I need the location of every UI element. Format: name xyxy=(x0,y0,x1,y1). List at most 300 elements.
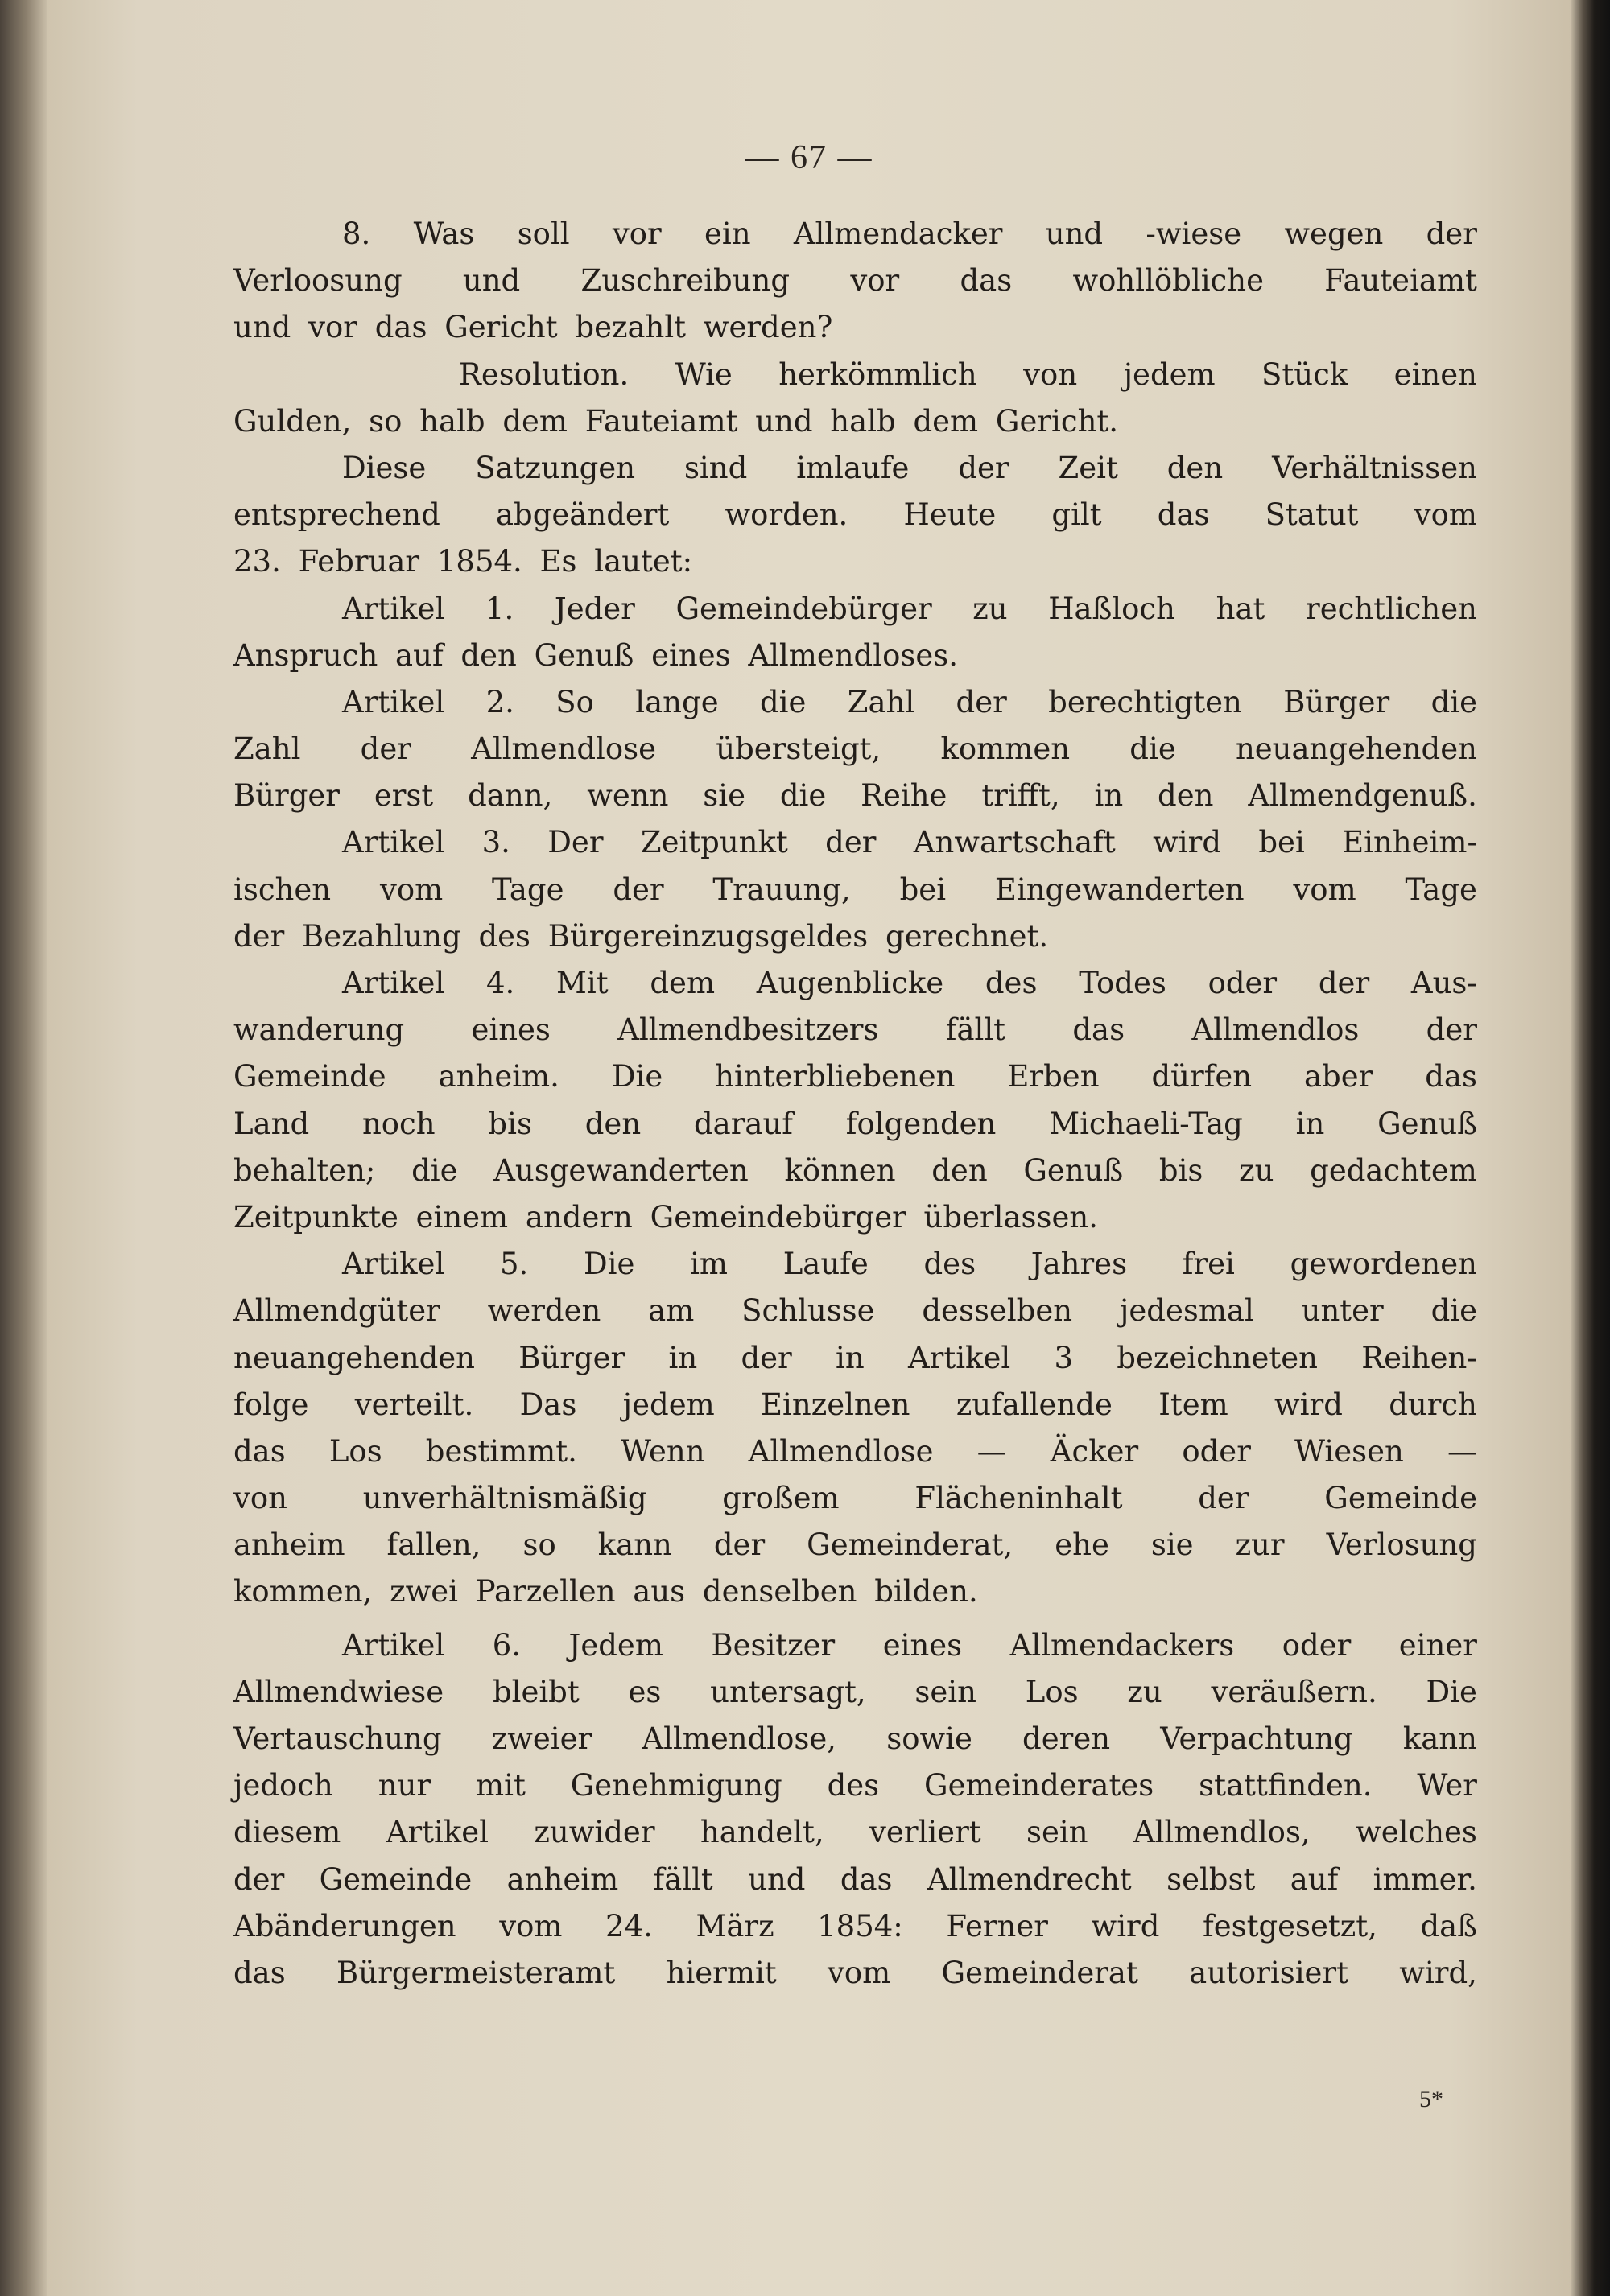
word: Stück xyxy=(1261,357,1348,392)
word: vom xyxy=(379,872,444,907)
word: behalten; xyxy=(233,1152,376,1188)
text-line xyxy=(233,586,1477,633)
word: fällt xyxy=(945,1012,1006,1048)
word: 6. xyxy=(492,1627,522,1663)
word: der xyxy=(1198,1481,1249,1516)
word: Todes xyxy=(1079,966,1166,1000)
word: Allmendlose xyxy=(471,732,657,767)
word: lange xyxy=(635,684,719,719)
word: Jeder xyxy=(554,591,635,626)
text-line xyxy=(233,1428,1477,1475)
word: einer xyxy=(1398,1627,1477,1663)
text-line xyxy=(233,679,1477,726)
word: des xyxy=(827,1768,880,1803)
word: am xyxy=(648,1293,695,1329)
word: Einheim- xyxy=(1342,825,1477,860)
text-line xyxy=(233,773,1477,819)
word: Das xyxy=(519,1387,577,1422)
word: Allmendgenuß. xyxy=(1248,778,1477,814)
text-line: Gulden, so halb dem Fauteiamt und halb dem Gericht. xyxy=(233,403,1119,439)
word: Bürger xyxy=(1283,684,1390,719)
word: das xyxy=(1072,1012,1125,1048)
word: der xyxy=(1426,1012,1477,1048)
text-line xyxy=(233,445,1477,492)
word: Einzelnen xyxy=(761,1387,910,1422)
word: Artikel xyxy=(342,825,445,860)
word: der xyxy=(958,450,1009,485)
word: entsprechend xyxy=(233,497,440,533)
word: wird xyxy=(1153,825,1222,860)
word: die xyxy=(1129,732,1176,767)
word: Wie xyxy=(675,357,733,392)
word: Ferner xyxy=(946,1908,1048,1944)
word: es xyxy=(628,1674,662,1709)
word: der xyxy=(713,1527,766,1563)
word: der xyxy=(956,684,1007,719)
text-line: der Bezahlung des Bürgereinzugsgeldes gerechnet. xyxy=(233,918,1049,954)
text-line xyxy=(233,867,1477,913)
word: Land xyxy=(233,1106,310,1141)
word: Abänderungen xyxy=(233,1908,456,1944)
word: das xyxy=(840,1861,893,1897)
word: Was xyxy=(413,216,475,251)
word: Schlusse xyxy=(741,1293,875,1329)
word: oder xyxy=(1182,1433,1251,1469)
word: wird xyxy=(1091,1908,1160,1944)
word: Wenn xyxy=(620,1433,705,1469)
text-line xyxy=(233,1857,1477,1903)
word: Bürger xyxy=(233,778,340,814)
word: Los xyxy=(1025,1674,1079,1709)
word: Zahl xyxy=(233,732,301,767)
word: bestimmt. xyxy=(425,1433,577,1469)
word: — xyxy=(1447,1433,1477,1469)
word: Verloosung xyxy=(233,263,402,299)
text-line xyxy=(233,1762,1477,1809)
word: worden. xyxy=(724,497,848,533)
word: Heute xyxy=(903,497,997,533)
word: fallen, xyxy=(386,1527,481,1563)
word: selbst xyxy=(1166,1861,1256,1897)
word: die xyxy=(411,1152,458,1188)
word: übersteigt, xyxy=(716,732,881,767)
word: von xyxy=(233,1481,288,1516)
word: Zeit xyxy=(1058,450,1118,485)
page-body-text xyxy=(233,211,1477,1997)
word: Aus- xyxy=(1410,966,1477,1000)
word: Vertauschung xyxy=(233,1721,442,1756)
word: vor xyxy=(850,263,900,299)
word: Genuß xyxy=(1377,1106,1477,1141)
word: zu xyxy=(972,591,1008,626)
word: des xyxy=(985,966,1038,1000)
word: Wiesen xyxy=(1294,1433,1404,1469)
word: darauf xyxy=(693,1106,793,1141)
word: hiermit xyxy=(666,1955,777,1990)
word: 8. xyxy=(342,216,371,251)
word: untersagt, xyxy=(710,1674,866,1709)
word: kommen xyxy=(940,732,1071,767)
word: 24. xyxy=(605,1908,653,1944)
word: Genehmigung xyxy=(570,1768,782,1803)
word: Satzungen xyxy=(475,450,636,485)
text-line xyxy=(233,1903,1477,1950)
word: sein xyxy=(914,1674,976,1709)
word: bei xyxy=(899,872,947,907)
word: das xyxy=(960,263,1013,299)
word: sie xyxy=(703,778,745,814)
word: in xyxy=(836,1340,865,1375)
word: Gemeinderat xyxy=(941,1955,1138,1990)
text-line xyxy=(233,1716,1477,1762)
word: wird, xyxy=(1399,1955,1477,1990)
word: der xyxy=(233,1861,285,1897)
text-line xyxy=(233,352,1477,398)
text-line xyxy=(233,960,1477,1007)
text-line xyxy=(233,819,1477,866)
word: herkömmlich xyxy=(778,357,977,392)
word: So xyxy=(555,684,594,719)
word: kann xyxy=(1402,1721,1477,1756)
word: folgenden xyxy=(845,1106,997,1141)
word: den xyxy=(931,1152,988,1188)
word: bei xyxy=(1258,825,1305,860)
word: der xyxy=(613,872,664,907)
text-line xyxy=(233,1335,1477,1382)
word: sowie xyxy=(886,1721,972,1756)
word: 3 xyxy=(1054,1340,1074,1375)
word: Gemeinderates xyxy=(924,1768,1154,1803)
word: Item xyxy=(1158,1387,1228,1422)
text-line xyxy=(233,1007,1477,1053)
signature-mark: 5* xyxy=(1419,2086,1443,2113)
word: zweier xyxy=(491,1721,592,1756)
text-line xyxy=(233,1288,1477,1334)
word: und xyxy=(1045,216,1104,251)
word: des xyxy=(923,1247,976,1282)
word: anheim xyxy=(506,1861,619,1897)
text-line xyxy=(233,1101,1477,1148)
word: Die xyxy=(583,1247,635,1282)
word: neuangehenden xyxy=(1235,732,1477,767)
word: Die xyxy=(1426,1674,1477,1709)
word: Allmendgüter xyxy=(233,1293,440,1329)
word: anheim xyxy=(233,1527,345,1563)
word: sein xyxy=(1026,1815,1088,1850)
word: stattfinden. xyxy=(1199,1768,1373,1803)
word: wenn xyxy=(587,778,669,814)
word: aber xyxy=(1304,1059,1373,1094)
word: Gemeinderat, xyxy=(807,1527,1013,1563)
word: Genuß xyxy=(1023,1152,1124,1188)
book-cover-edge xyxy=(1571,0,1610,2296)
word: den xyxy=(1166,450,1224,485)
word: zur xyxy=(1235,1527,1285,1563)
word: unverhältnismäßig xyxy=(362,1481,647,1516)
word: festgesetzt, xyxy=(1203,1908,1377,1944)
word: das xyxy=(233,1955,286,1990)
word: fällt xyxy=(653,1861,713,1897)
word: frei xyxy=(1182,1247,1235,1282)
word: ein xyxy=(704,216,751,251)
text-line xyxy=(233,1622,1477,1669)
word: Allmendlose, xyxy=(642,1721,837,1756)
word: Zeitpunkt xyxy=(640,825,788,860)
word: ischen xyxy=(233,872,332,907)
word: vom xyxy=(1293,872,1356,907)
word: oder xyxy=(1282,1627,1352,1663)
word: abgeändert xyxy=(495,497,670,533)
word: Allmendlos xyxy=(1191,1012,1360,1048)
word: ehe xyxy=(1055,1527,1109,1563)
word: im xyxy=(690,1247,729,1282)
word: dann, xyxy=(468,778,553,814)
word: wanderung xyxy=(233,1012,405,1048)
word: Artikel xyxy=(342,1627,445,1663)
word: oder xyxy=(1208,966,1278,1000)
word: deren xyxy=(1022,1721,1111,1756)
word: Bürgermeisteramt xyxy=(336,1955,616,1990)
word: Eingewanderten xyxy=(994,872,1245,907)
word: großem xyxy=(722,1481,840,1516)
word: in xyxy=(1295,1106,1325,1141)
word: bis xyxy=(488,1106,532,1141)
text-line xyxy=(233,1241,1477,1288)
word: auf xyxy=(1290,1861,1339,1897)
word: nur xyxy=(378,1768,431,1803)
word: Haßloch xyxy=(1048,591,1175,626)
word: Allmendlos, xyxy=(1133,1815,1311,1850)
word: den xyxy=(584,1106,642,1141)
word: die xyxy=(1430,1293,1477,1329)
word: der xyxy=(1318,966,1370,1000)
text-line xyxy=(233,726,1477,773)
word: Tage xyxy=(1405,872,1477,907)
text-line xyxy=(233,258,1477,304)
word: bleibt xyxy=(492,1674,580,1709)
word: gedachtem xyxy=(1310,1152,1477,1188)
word: Äcker xyxy=(1050,1433,1139,1469)
word: eines xyxy=(882,1627,963,1663)
word: 4. xyxy=(486,966,515,1000)
page-number: — 67 — xyxy=(745,139,873,176)
book-page xyxy=(47,0,1571,2296)
word: veräußern. xyxy=(1211,1674,1377,1709)
word: sind xyxy=(683,450,748,485)
text-line xyxy=(233,1669,1477,1716)
word: Erben xyxy=(1007,1059,1100,1094)
word: unter xyxy=(1301,1293,1384,1329)
word: folge xyxy=(233,1387,309,1422)
word: Gemeindebürger xyxy=(675,591,932,626)
word: Verpachtung xyxy=(1160,1721,1353,1756)
word: Resolution. xyxy=(459,357,630,392)
word: der xyxy=(825,825,877,860)
word: Der xyxy=(547,825,604,860)
word: 3. xyxy=(481,825,510,860)
word: den xyxy=(1158,778,1214,814)
word: Los xyxy=(328,1433,382,1469)
word: vor xyxy=(612,216,662,251)
word: jedoch xyxy=(233,1768,333,1803)
text-line: und vor das Gericht bezahlt werden? xyxy=(233,310,833,345)
word: Michaeli-Tag xyxy=(1049,1106,1243,1141)
word: können xyxy=(784,1152,896,1188)
word: Artikel xyxy=(342,1247,445,1282)
word: Verhältnissen xyxy=(1272,450,1477,485)
word: Flächeninhalt xyxy=(914,1481,1123,1516)
word: daß xyxy=(1420,1908,1477,1944)
word: dürfen xyxy=(1151,1059,1253,1094)
word: Diese xyxy=(342,450,427,485)
text-line xyxy=(233,1475,1477,1522)
word: Jedem xyxy=(568,1627,663,1663)
word: Anwartschaft xyxy=(913,825,1116,860)
word: Gemeinde xyxy=(1324,1481,1477,1516)
word: gewordenen xyxy=(1290,1247,1477,1282)
word: Die xyxy=(611,1059,663,1094)
word: trifft, xyxy=(981,778,1060,814)
word: zu xyxy=(1127,1674,1162,1709)
word: die xyxy=(759,684,807,719)
word: Wer xyxy=(1417,1768,1477,1803)
word: bis xyxy=(1158,1152,1203,1188)
word: der xyxy=(741,1340,792,1375)
word: Tage xyxy=(492,872,564,907)
word: neuangehenden xyxy=(233,1340,475,1375)
word: wird xyxy=(1274,1387,1343,1422)
word: Gemeinde xyxy=(319,1861,473,1897)
text-line xyxy=(233,1053,1477,1100)
word: Allmendwiese xyxy=(233,1674,444,1709)
word: welches xyxy=(1356,1815,1477,1850)
word: Reihen- xyxy=(1361,1340,1477,1375)
word: kann xyxy=(597,1527,672,1563)
word: Verlosung xyxy=(1326,1527,1477,1563)
word: dem xyxy=(650,966,716,1000)
word: 2. xyxy=(485,684,514,719)
word: Allmendbesitzers xyxy=(617,1012,879,1048)
word: gilt xyxy=(1051,497,1102,533)
word: das xyxy=(1425,1059,1477,1094)
word: jedem xyxy=(1123,357,1216,392)
word: vom xyxy=(1414,497,1477,533)
word: Besitzer xyxy=(711,1627,836,1663)
word: Artikel xyxy=(342,966,445,1000)
word: 5. xyxy=(499,1247,529,1282)
word: verliert xyxy=(869,1815,981,1850)
word: 1854: xyxy=(817,1908,903,1944)
word: soll xyxy=(517,216,570,251)
word: werden xyxy=(487,1293,601,1329)
word: Artikel xyxy=(342,591,445,626)
word: 1. xyxy=(485,591,514,626)
word: Mit xyxy=(556,966,609,1000)
word: und xyxy=(462,263,521,299)
word: Artikel xyxy=(342,684,445,719)
word: vom xyxy=(499,1908,563,1944)
word: bezeichneten xyxy=(1117,1340,1318,1375)
text-line: Zeitpunkte einem andern Gemeindebürger überlassen. xyxy=(233,1199,1099,1235)
word: Reihe xyxy=(861,778,947,814)
text-line xyxy=(233,1148,1477,1194)
word: das xyxy=(1157,497,1210,533)
word: die xyxy=(1430,684,1477,719)
word: Trauung, xyxy=(712,872,851,907)
word: handelt, xyxy=(700,1815,824,1850)
word: Allmendlose xyxy=(748,1433,934,1469)
word: einen xyxy=(1393,357,1477,392)
word: mit xyxy=(476,1768,526,1803)
word: Laufe xyxy=(782,1247,869,1282)
word: Jahres xyxy=(1030,1247,1128,1282)
word: jedesmal xyxy=(1119,1293,1254,1329)
word: berechtigten xyxy=(1048,684,1242,719)
word: wohllöbliche xyxy=(1072,263,1264,299)
word: hat xyxy=(1216,591,1265,626)
word: der xyxy=(1426,216,1477,251)
text-line xyxy=(233,1522,1477,1568)
word: und xyxy=(748,1861,806,1897)
word: die xyxy=(779,778,827,814)
word: Zuschreibung xyxy=(580,263,791,299)
word: noch xyxy=(361,1106,436,1141)
word: rechtlichen xyxy=(1306,591,1477,626)
word: immer. xyxy=(1373,1861,1477,1897)
word: Allmendackers xyxy=(1009,1627,1235,1663)
word: desselben xyxy=(922,1293,1073,1329)
text-line xyxy=(233,1950,1477,1997)
word: in xyxy=(668,1340,698,1375)
word: -wiese xyxy=(1146,216,1242,251)
word: Statut xyxy=(1265,497,1359,533)
word: Allmendacker xyxy=(793,216,1003,251)
word: Gemeinde xyxy=(233,1059,386,1094)
word: sie xyxy=(1150,1527,1194,1563)
text-line xyxy=(233,1809,1477,1856)
word: durch xyxy=(1389,1387,1477,1422)
word: Artikel xyxy=(907,1340,1011,1375)
text-line: kommen, zwei Parzellen aus denselben bilden. xyxy=(233,1574,978,1610)
word: zu xyxy=(1239,1152,1274,1188)
word: Fauteiamt xyxy=(1324,263,1477,299)
text-line: Anspruch auf den Genuß eines Allmendloses. xyxy=(233,637,958,673)
word: zufallende xyxy=(956,1387,1113,1422)
word: der xyxy=(360,732,411,767)
word: erst xyxy=(374,778,434,814)
word: in xyxy=(1094,778,1124,814)
word: hinterbliebenen xyxy=(715,1059,956,1094)
word: Ausgewanderten xyxy=(493,1152,749,1188)
word: Allmendrecht xyxy=(927,1861,1132,1897)
text-line xyxy=(233,211,1477,258)
word: eines xyxy=(471,1012,551,1048)
word: von xyxy=(1023,357,1078,392)
word: wegen xyxy=(1284,216,1384,251)
word: anheim. xyxy=(438,1059,559,1094)
word: — xyxy=(976,1433,1007,1469)
word: jedem xyxy=(622,1387,715,1422)
text-line xyxy=(233,492,1477,538)
word: Zahl xyxy=(847,684,915,719)
text-line xyxy=(233,1382,1477,1428)
word: das xyxy=(233,1433,286,1469)
word: Augenblicke xyxy=(756,966,944,1000)
word: imlaufe xyxy=(796,450,910,485)
word: verteilt. xyxy=(354,1387,474,1422)
word: Bürger xyxy=(518,1340,625,1375)
word: März xyxy=(696,1908,774,1944)
